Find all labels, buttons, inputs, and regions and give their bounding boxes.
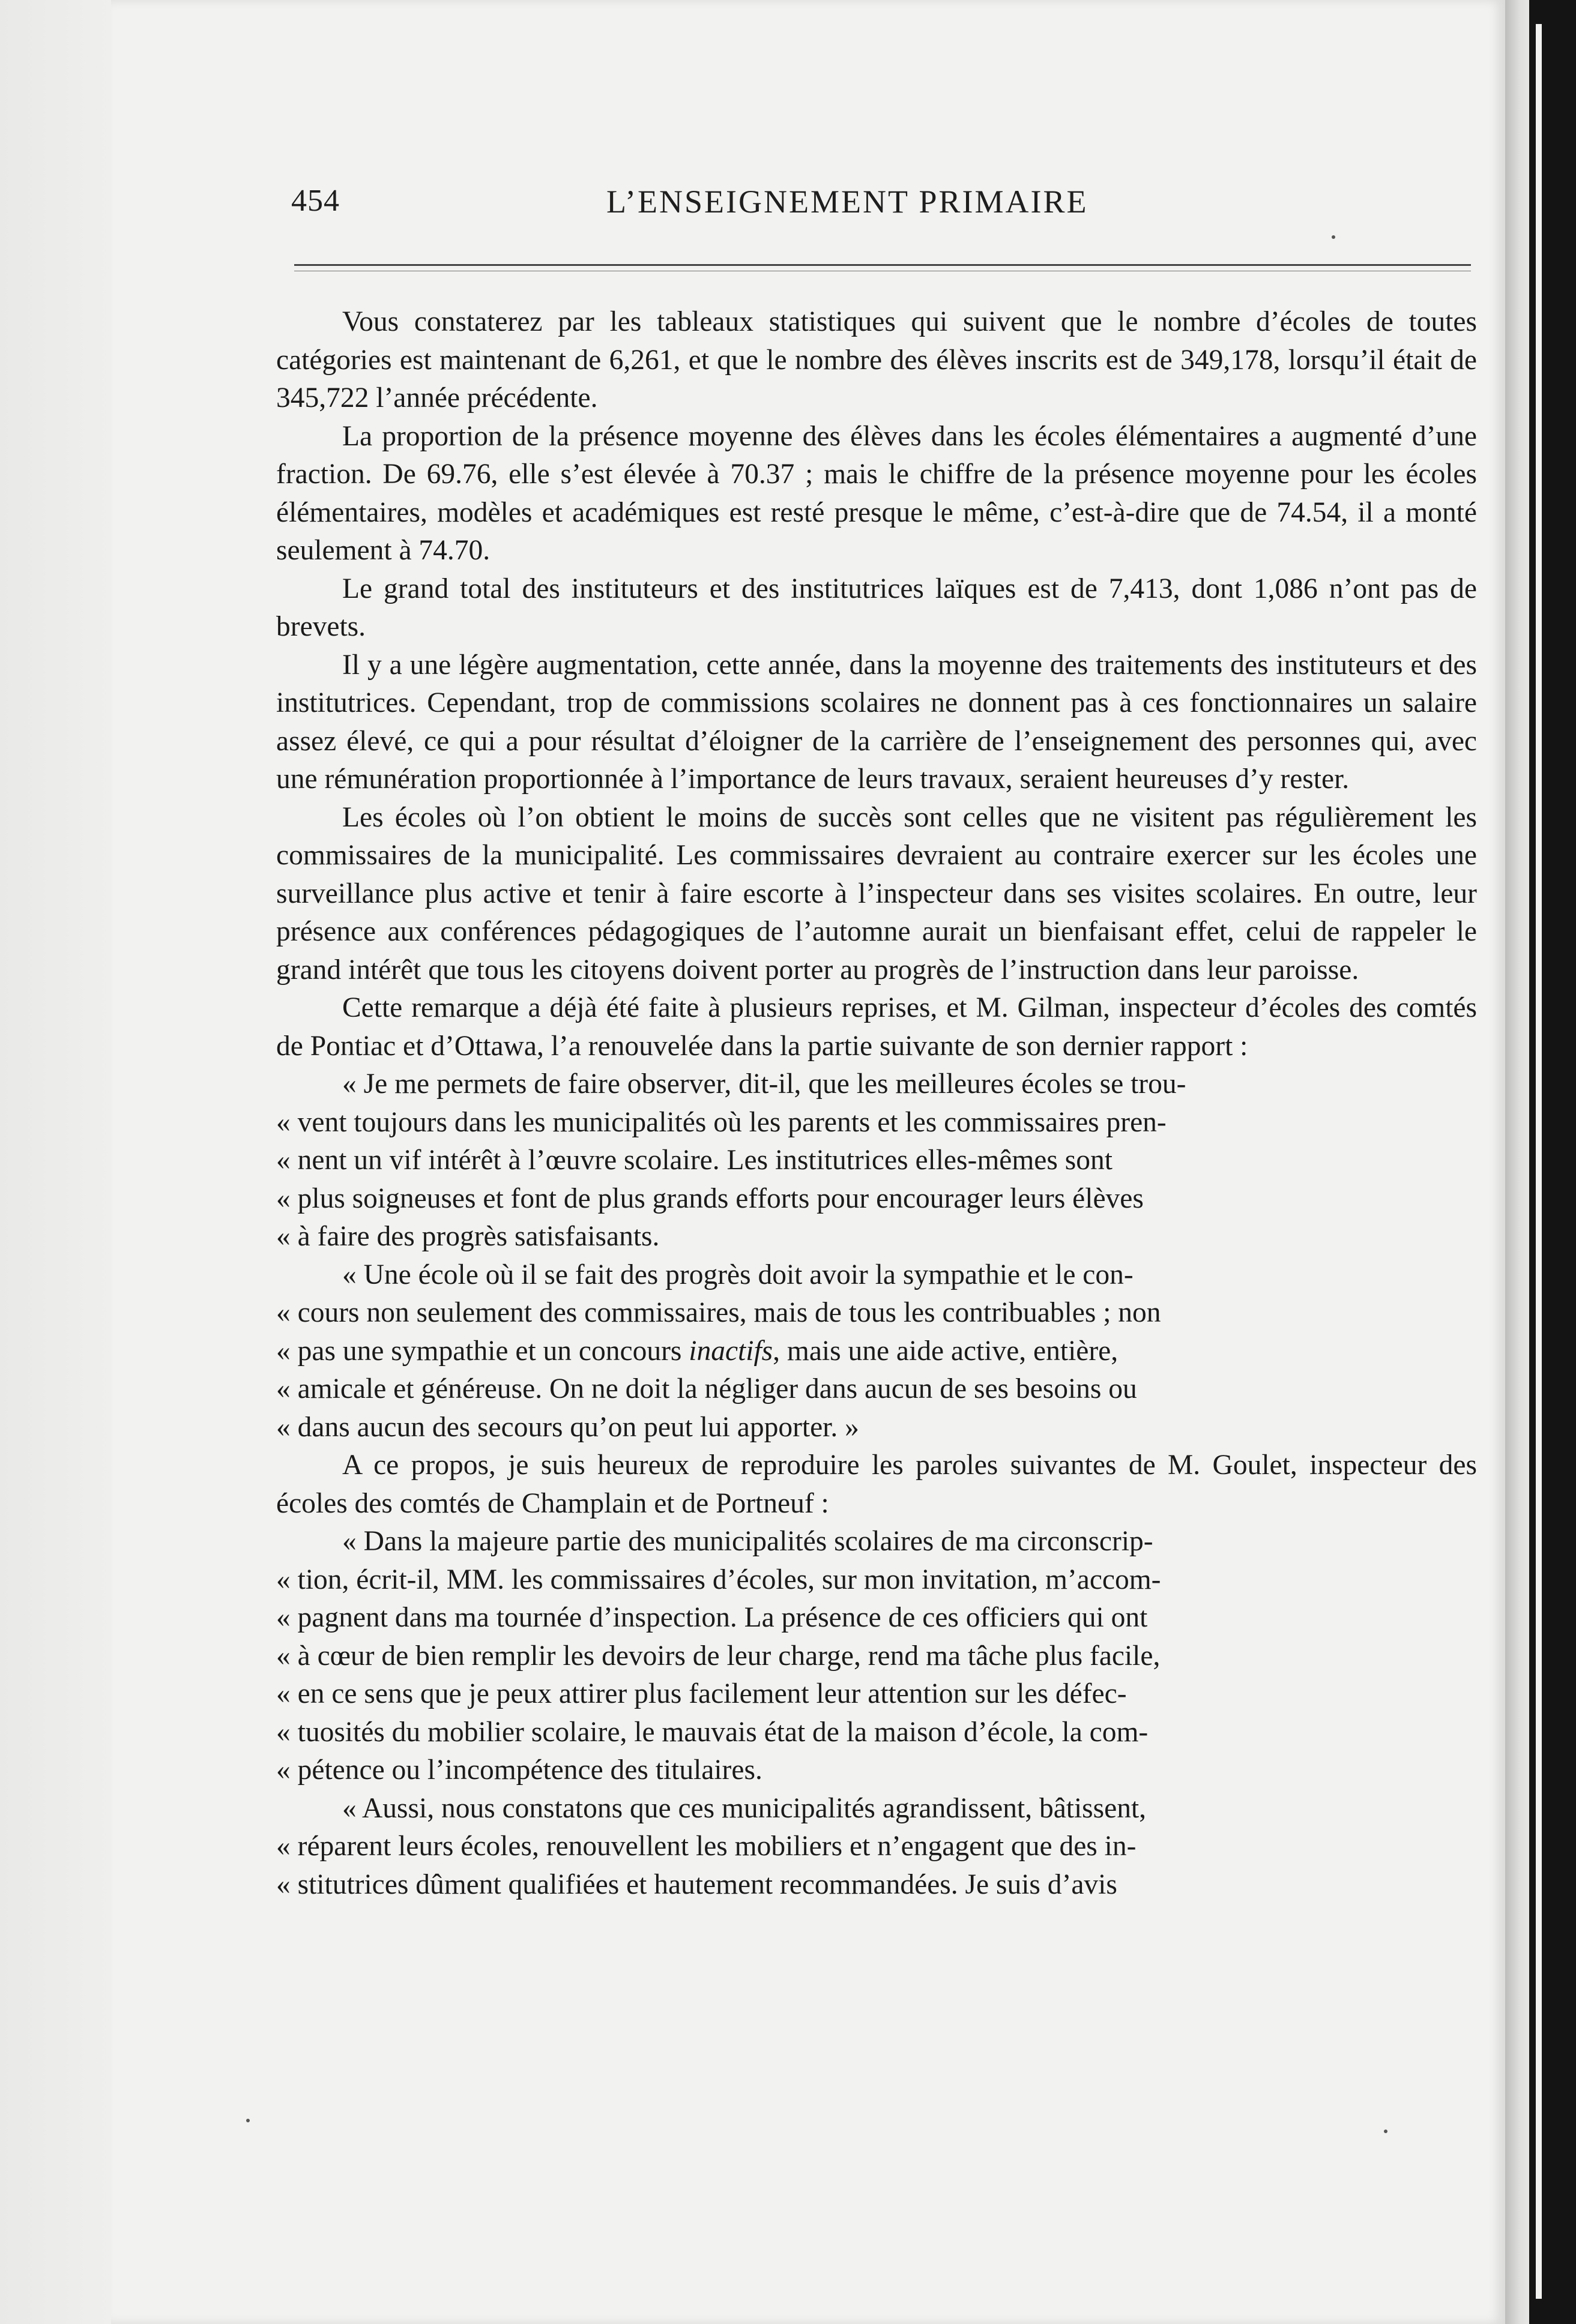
quote-line: « amicale et généreuse. On ne doit la négliger dans aucun de ses besoins ou bbox=[276, 1373, 1137, 1404]
paragraph: Il y a une légère augmentation, cette année, dans la moyenne des traitements des instituteurs et des institutrices. Cependant, trop de commissions scolaires ne donnent pas à ces fonctionnaires un salaire assez élevé, ce qui a pour résultat d’éloigner de la carrière de l’enseignement des personnes qui, avec une rémunération proportionnée à l’importance de leurs travaux, seraient heureuses d’y rester. bbox=[276, 649, 1477, 795]
next-page-edge bbox=[1536, 24, 1542, 2299]
quote-line: « pétence ou l’incompétence des titulaires. bbox=[276, 1754, 762, 1786]
scan-margin-left bbox=[0, 0, 111, 2324]
scan-speck bbox=[246, 2119, 250, 2122]
emphasis: inactifs bbox=[689, 1335, 773, 1367]
body-text bbox=[276, 303, 1477, 1904]
quote-text: « pas une sympathie et un concours bbox=[276, 1335, 682, 1367]
paragraph: Le grand total des instituteurs et des institutrices laïques est de 7,413, dont 1,086 n’ont pas de brevets. bbox=[276, 573, 1477, 642]
paragraph: Vous constaterez par les tableaux statistiques qui suivent que le nombre d’écoles de toutes catégories est maintenant de 6,261, et que le nombre des élèves inscrits est de 349,178, lorsqu’il était de 345,722 l’année précédente. bbox=[276, 306, 1477, 414]
running-title: L’ENSEIGNEMENT PRIMAIRE bbox=[606, 184, 1088, 220]
quote-line: « Une école où il se fait des progrès doit avoir la sympathie et le con- bbox=[342, 1259, 1134, 1290]
quote-line: « à cœur de bien remplir les devoirs de leur charge, rend ma tâche plus facile, bbox=[276, 1640, 1161, 1672]
quote-line: « cours non seulement des commissaires, mais de tous les contribuables ; non bbox=[276, 1297, 1161, 1328]
header-rule bbox=[294, 264, 1471, 266]
quotation-gilman bbox=[276, 1065, 1477, 1446]
quote-line: « plus soigneuses et font de plus grands efforts pour encourager leurs élèves bbox=[276, 1182, 1144, 1214]
quote-line: « en ce sens que je peux attirer plus facilement leur attention sur les défec- bbox=[276, 1678, 1127, 1709]
quote-line: « vent toujours dans les municipalités où les parents et les commissaires pren- bbox=[276, 1106, 1167, 1138]
page-number: 454 bbox=[291, 184, 340, 218]
quote-line: « Je me permets de faire observer, dit-il, que les meilleures écoles se trou- bbox=[342, 1068, 1186, 1100]
running-header bbox=[291, 183, 1486, 231]
quotation-goulet bbox=[276, 1523, 1477, 1904]
quote-line bbox=[276, 1332, 1477, 1371]
quote-line: « stitutrices dûment qualifiées et hautement recommandées. Je suis d’avis bbox=[276, 1868, 1117, 1900]
quote-line: « nent un vif intérêt à l’œuvre scolaire. Les institutrices elles-mêmes sont bbox=[276, 1145, 1113, 1176]
quote-line: « Dans la majeure partie des municipalités scolaires de ma circonscrip- bbox=[342, 1526, 1153, 1557]
quote-line: « pagnent dans ma tournée d’inspection. La présence de ces officiers qui ont bbox=[276, 1602, 1148, 1633]
quote-line: « à faire des progrès satisfaisants. bbox=[276, 1221, 660, 1252]
quote-line: « tuosités du mobilier scolaire, le mauvais état de la maison d’école, la com- bbox=[276, 1716, 1149, 1748]
scan-speck bbox=[1384, 2130, 1387, 2133]
paragraph: A ce propos, je suis heureux de reproduire les paroles suivantes de M. Goulet, inspecteur des écoles des comtés de Champlain et de Portneuf : bbox=[276, 1449, 1477, 1519]
quote-line: « réparent leurs écoles, renouvellent les mobiliers et n’engagent que des in- bbox=[276, 1831, 1137, 1862]
quote-text: , mais une aide active, entière, bbox=[773, 1335, 1119, 1367]
paragraph: Cette remarque a déjà été faite à plusieurs reprises, et M. Gilman, inspecteur d’écoles des comtés de Pontiac et d’Ottawa, l’a renouvelée dans la partie suivante de son dernier rapport : bbox=[276, 992, 1477, 1062]
page-gutter bbox=[1505, 0, 1529, 2324]
paragraph: La proportion de la présence moyenne des élèves dans les écoles élémentaires a augmenté d’une fraction. De 69.76, elle s’est élevée à 70.37 ; mais le chiffre de la présence moyenne pour les écoles élémentaires, modèles et académiques est resté presque le même, c’est-à-dire que de 74.54, il a monté seulement à 74.70. bbox=[276, 420, 1477, 566]
scan-speck bbox=[1332, 235, 1335, 239]
quote-line: « dans aucun des secours qu’on peut lui apporter. » bbox=[276, 1411, 859, 1443]
paragraph: Les écoles où l’on obtient le moins de succès sont celles que ne visitent pas régulièrement les commissaires de la municipalité. Les commissaires devraient au contraire exercer sur les écoles une surveillance plus active et tenir à faire escorte à l’inspecteur dans ses visites scolaires. En outre, leur présence aux conférences pédagogiques de l’automne aurait un bienfaisant effet, celui de rappeler le grand intérêt que tous les citoyens doivent porter au progrès de l’instruction dans leur paroisse. bbox=[276, 801, 1477, 986]
quote-line: « tion, écrit-il, MM. les commissaires d’écoles, sur mon invitation, m’accom- bbox=[276, 1564, 1161, 1595]
quote-line: « Aussi, nous constatons que ces municipalités agrandissent, bâtissent, bbox=[342, 1792, 1147, 1824]
